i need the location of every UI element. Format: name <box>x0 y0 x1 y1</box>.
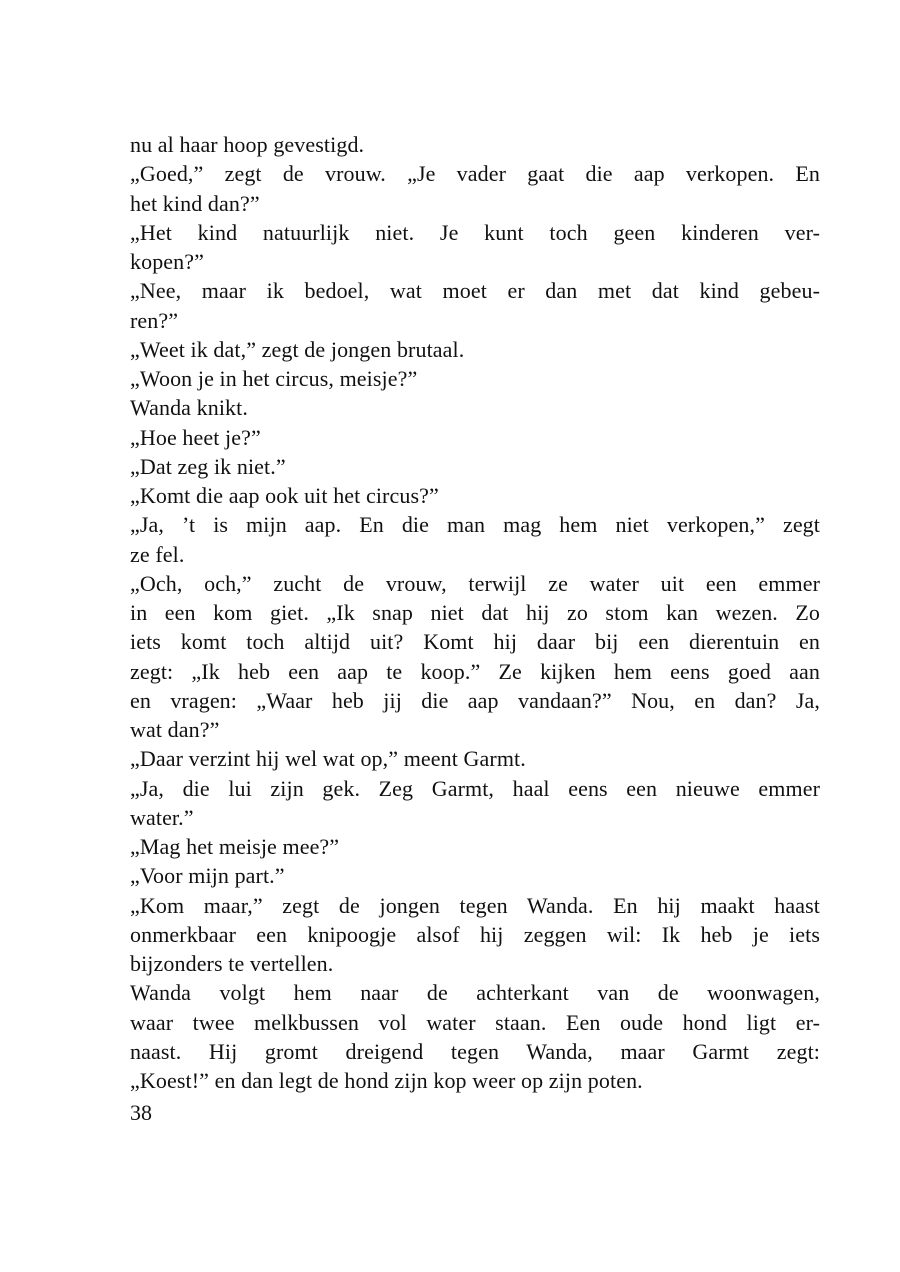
text-line: „Nee, maar ik bedoel, wat moet er dan met dat kind gebeu- <box>130 278 820 304</box>
text-line: „Kom maar,” zegt de jongen tegen Wanda. En hij maakt haast <box>130 892 820 918</box>
text-line: „Het kind natuurlijk niet. Je kunt toch geen kinderen ver- <box>130 219 820 245</box>
text-line: het kind dan?” <box>130 190 260 216</box>
text-line: bijzonders te vertellen. <box>130 951 334 976</box>
text-line: kopen?” <box>130 249 204 274</box>
book-page-text <box>130 130 820 1095</box>
text-line: iets komt toch altijd uit? Komt hij daar bij een dierentuin en <box>130 629 820 655</box>
text-line: ze fel. <box>130 541 185 567</box>
text-line: onmerkbaar een knipoogje alsof hij zeggen wil: Ik heb je iets <box>130 921 820 947</box>
text-line: in een kom giet. „Ik snap niet dat hij zo stom kan wezen. Zo <box>130 600 820 625</box>
text-line: water.” <box>130 804 194 830</box>
text-line: „Voor mijn part.” <box>130 863 285 889</box>
text-line: „Ja, ’t is mijn aap. En die man mag hem niet verkopen,” zegt <box>130 512 820 538</box>
text-line: „Goed,” zegt de vrouw. „Je vader gaat die aap verkopen. En <box>130 161 820 187</box>
text-line: wat dan?” <box>130 717 220 742</box>
text-line: nu al haar hoop gevestigd. <box>130 132 365 157</box>
text-line: „Komt die aap ook uit het circus?” <box>130 483 439 508</box>
text-line: ren?” <box>130 307 179 333</box>
text-line: „Mag het meisje mee?” <box>130 834 340 859</box>
text-line: en vragen: „Waar heb jij die aap vandaan?” Nou, en dan? Ja, <box>130 687 820 713</box>
text-line: waar twee melkbussen vol water staan. Een oude hond ligt er- <box>130 1009 820 1035</box>
text-line: „Weet ik dat,” zegt de jongen brutaal. <box>130 336 465 362</box>
text-line: „Dat zeg ik niet.” <box>130 453 286 479</box>
text-line: „Och, och,” zucht de vrouw, terwijl ze water uit een emmer <box>130 570 820 596</box>
text-line: Wanda knikt. <box>130 395 248 421</box>
text-line: „Woon je in het circus, meisje?” <box>130 366 418 391</box>
text-line: „Koest!” en dan legt de hond zijn kop weer op zijn poten. <box>130 1068 643 1093</box>
text-line: Wanda volgt hem naar de achterkant van de woonwagen, <box>130 980 820 1006</box>
text-line: „Hoe heet je?” <box>130 424 261 450</box>
text-line: „Daar verzint hij wel wat op,” meent Garmt. <box>130 746 526 772</box>
text-line: zegt: „Ik heb een aap te koop.” Ze kijken hem eens goed aan <box>130 658 820 684</box>
page-number: 38 <box>130 1100 152 1125</box>
text-line: naast. Hij gromt dreigend tegen Wanda, maar Garmt zegt: <box>130 1038 820 1064</box>
text-line: „Ja, die lui zijn gek. Zeg Garmt, haal eens een nieuwe emmer <box>130 775 820 801</box>
